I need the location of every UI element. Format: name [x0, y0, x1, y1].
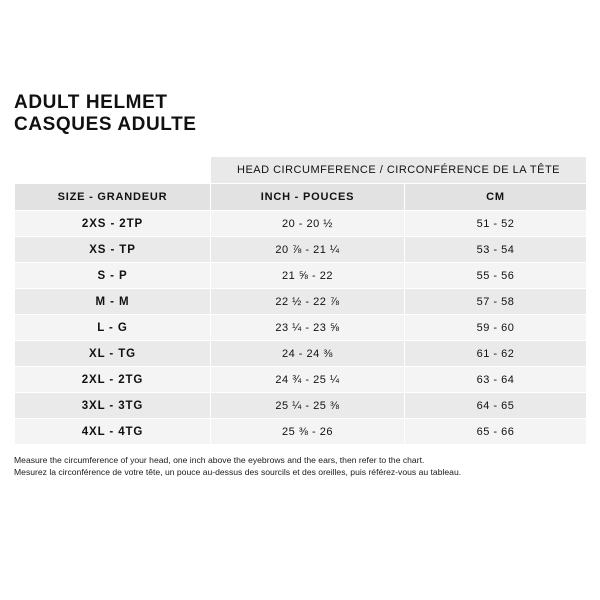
table-row [15, 341, 587, 367]
table-row [15, 289, 587, 315]
cell-cm: 65 - 66 [405, 419, 587, 445]
cell-cm: 51 - 52 [405, 211, 587, 237]
column-header-size: SIZE - GRANDEUR [15, 184, 211, 211]
cell-size: 3XL - 3TG [15, 393, 211, 419]
table-row [15, 367, 587, 393]
table-column-header-row [15, 184, 587, 211]
size-chart-table [14, 156, 587, 445]
table-row [15, 211, 587, 237]
table-row [15, 315, 587, 341]
cell-inch: 25 ⅜ - 26 [211, 419, 405, 445]
table-row [15, 393, 587, 419]
cell-inch: 22 ½ - 22 ⅞ [211, 289, 405, 315]
cell-inch: 20 ⅞ - 21 ¼ [211, 237, 405, 263]
cell-cm: 55 - 56 [405, 263, 587, 289]
cell-size: S - P [15, 263, 211, 289]
cell-inch: 24 - 24 ⅜ [211, 341, 405, 367]
table-group-header-row [15, 157, 587, 184]
cell-inch: 20 - 20 ½ [211, 211, 405, 237]
measurement-notes [14, 454, 586, 478]
cell-size: L - G [15, 315, 211, 341]
column-header-inch: INCH - POUCES [211, 184, 405, 211]
title-line-fr: CASQUES ADULTE [14, 114, 197, 135]
cell-cm: 64 - 65 [405, 393, 587, 419]
table-row [15, 263, 587, 289]
table-header [15, 157, 587, 211]
cell-size: M - M [15, 289, 211, 315]
table-row [15, 419, 587, 445]
cell-size: 2XL - 2TG [15, 367, 211, 393]
cell-size: XS - TP [15, 237, 211, 263]
header-spacer-cell [15, 157, 211, 184]
cell-size: 4XL - 4TG [15, 419, 211, 445]
cell-size: XL - TG [15, 341, 211, 367]
cell-inch: 23 ¼ - 23 ⅝ [211, 315, 405, 341]
title-line-en: ADULT HELMET [14, 92, 168, 113]
page-title [14, 0, 586, 136]
cell-cm: 61 - 62 [405, 341, 587, 367]
cell-cm: 63 - 64 [405, 367, 587, 393]
cell-inch: 21 ⅝ - 22 [211, 263, 405, 289]
table-body [15, 211, 587, 445]
cell-inch: 24 ¾ - 25 ¼ [211, 367, 405, 393]
cell-cm: 53 - 54 [405, 237, 587, 263]
note-fr: Mesurez la circonférence de votre tête, un pouce au-dessus des sourcils et des oreilles, puis référez-vous au tableau. [14, 467, 462, 477]
cell-size: 2XS - 2TP [15, 211, 211, 237]
column-header-cm: CM [405, 184, 587, 211]
cell-cm: 57 - 58 [405, 289, 587, 315]
head-circumference-header: HEAD CIRCUMFERENCE / CIRCONFÉRENCE DE LA TÊTE [211, 157, 587, 184]
cell-inch: 25 ¼ - 25 ⅜ [211, 393, 405, 419]
table-row [15, 237, 587, 263]
cell-cm: 59 - 60 [405, 315, 587, 341]
note-en: Measure the circumference of your head, one inch above the eyebrows and the ears, then refer to the chart. [14, 455, 425, 465]
